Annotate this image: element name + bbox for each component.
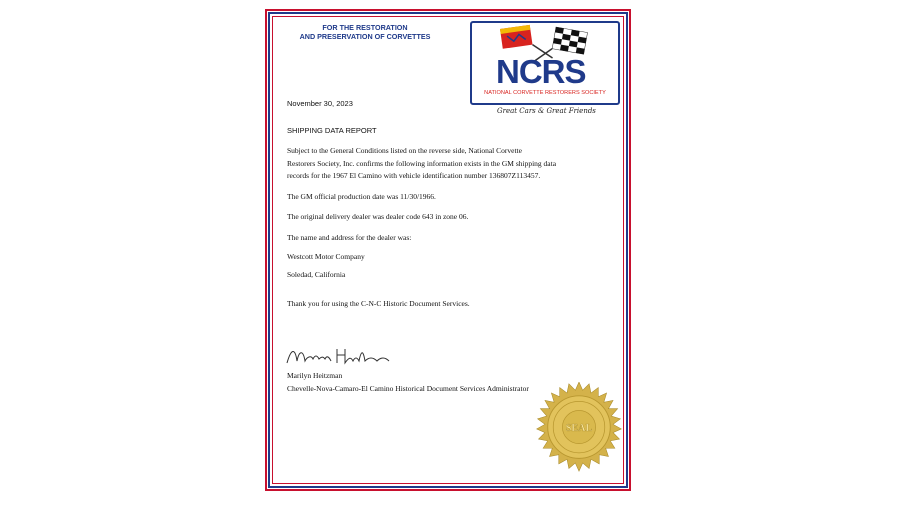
dealer-name: Westcott Motor Company bbox=[287, 251, 365, 261]
tagline-line-2: AND PRESERVATION OF CORVETTES bbox=[299, 32, 431, 41]
production-date-text: The GM official production date was 11/30/1966. bbox=[287, 191, 436, 201]
seal-text: SEAL bbox=[565, 422, 593, 434]
thank-you-text: Thank you for using the C-N-C Historic Document Services. bbox=[287, 298, 470, 308]
letterhead-tagline bbox=[285, 23, 445, 41]
dealer-intro-text: The name and address for the dealer was: bbox=[287, 232, 412, 242]
certificate-page bbox=[265, 9, 631, 491]
paragraph-1-line-3: records for the 1967 El Camino with vehicle identification number 136807Z113457. bbox=[287, 171, 541, 181]
paragraph-1-line-2: Restorers Society, Inc. confirms the following information exists in the GM shipping data bbox=[287, 158, 557, 168]
report-title: SHIPPING DATA REPORT bbox=[287, 126, 377, 135]
logo-text: NCRS bbox=[496, 53, 586, 90]
signer-name: Marilyn Heitzman bbox=[287, 371, 343, 381]
tagline-line-1: FOR THE RESTORATION bbox=[322, 23, 408, 32]
gold-seal-icon bbox=[533, 382, 625, 474]
logo-subtitle: NATIONAL CORVETTE RESTORERS SOCIETY bbox=[484, 90, 606, 96]
signer-title: Chevelle-Nova-Camaro-El Camino Historical Document Services Administrator bbox=[287, 383, 529, 393]
motto: Great Cars & Great Friends bbox=[497, 107, 596, 115]
ncrs-logo bbox=[470, 21, 620, 105]
signature-image bbox=[285, 343, 395, 369]
paragraph-1-line-1: Subject to the General Conditions listed on the reverse side, National Corvette bbox=[287, 146, 522, 155]
dealer-city: Soledad, California bbox=[287, 270, 346, 280]
letter-date: November 30, 2023 bbox=[287, 99, 353, 108]
delivery-dealer-text: The original delivery dealer was dealer code 643 in zone 06. bbox=[287, 212, 469, 222]
